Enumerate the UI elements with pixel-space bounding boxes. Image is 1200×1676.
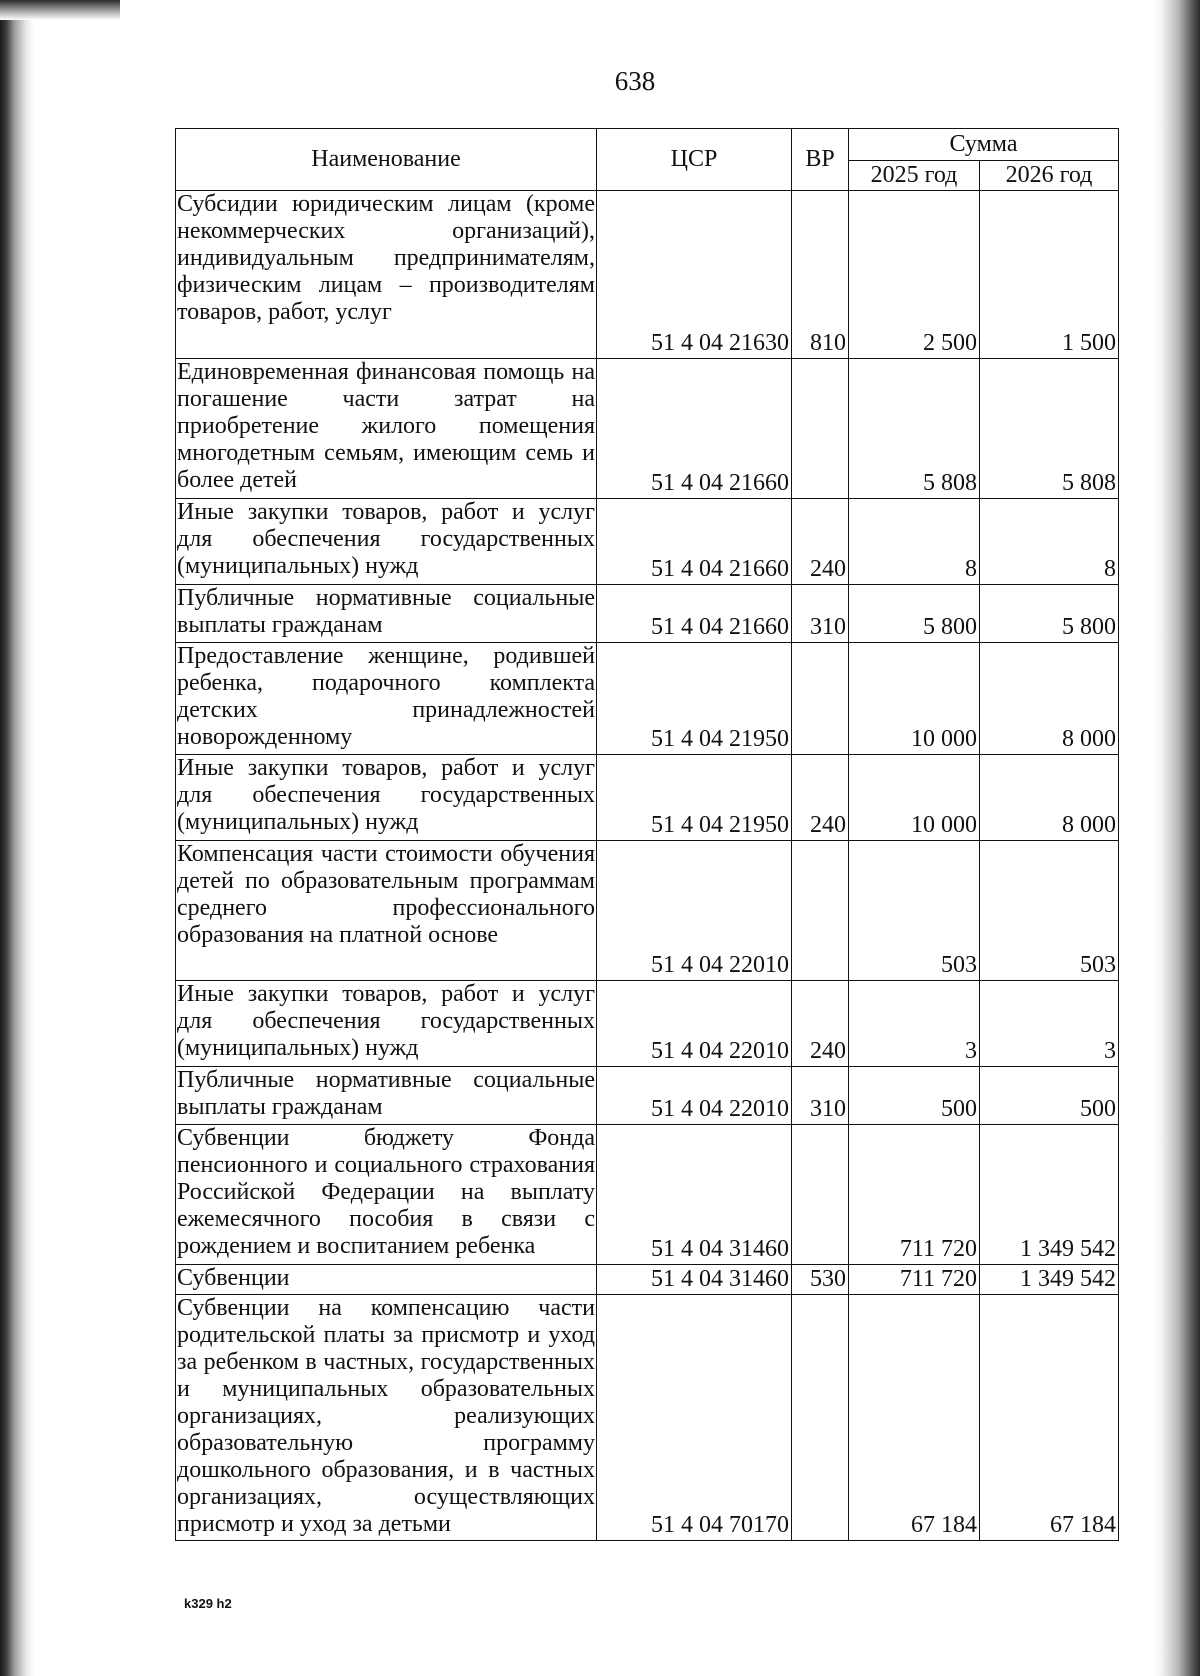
row-name: Публичные нормативные социальные выплаты гражданам <box>177 585 595 638</box>
row-sum-2025: 67 184 <box>849 1295 980 1541</box>
row-name-cell <box>176 1125 597 1265</box>
row-sum-2025: 503 <box>849 841 980 981</box>
row-name: Субсидии юридическим лицам (кроме некоммерческих организаций), индивидуальным предпринимателям, физическим лицам – производителям товаров, работ, услуг <box>177 191 595 325</box>
row-sum-2025: 5 800 <box>849 585 980 643</box>
row-sum-2025: 711 720 <box>849 1265 980 1295</box>
row-csr: 51 4 04 31460 <box>597 1125 792 1265</box>
row-csr: 51 4 04 31460 <box>597 1265 792 1295</box>
header-csr: ЦСР <box>597 129 792 191</box>
table-row <box>176 1295 1119 1541</box>
table-row <box>176 359 1119 499</box>
header-year-2026: 2026 год <box>980 161 1119 191</box>
row-vr: 310 <box>792 1067 849 1125</box>
scan-edge-left <box>0 0 34 1676</box>
row-sum-2025: 3 <box>849 981 980 1067</box>
row-sum-2025: 2 500 <box>849 191 980 359</box>
row-sum-2025: 5 808 <box>849 359 980 499</box>
row-csr: 51 4 04 21950 <box>597 755 792 841</box>
row-name: Субвенции бюджету Фонда пенсионного и социального страхования Российской Федерации на выплату ежемесячного пособия в связи с рождением и воспитанием ребенка <box>177 1125 595 1259</box>
table-row <box>176 841 1119 981</box>
row-name-cell <box>176 191 597 359</box>
row-name: Иные закупки товаров, работ и услуг для обеспечения государственных (муниципальных) нужд <box>177 981 595 1061</box>
table-body <box>176 191 1119 1541</box>
row-name: Компенсация части стоимости обучения детей по образовательным программам среднего профессионального образования на платной основе <box>177 841 595 948</box>
row-csr: 51 4 04 21660 <box>597 499 792 585</box>
row-csr: 51 4 04 21630 <box>597 191 792 359</box>
row-csr: 51 4 04 21660 <box>597 585 792 643</box>
row-vr: 530 <box>792 1265 849 1295</box>
row-name-cell <box>176 755 597 841</box>
row-name: Субвенции на компенсацию части родительской платы за присмотр и уход за ребенком в частных, государственных и муниципальных образовательных организациях, реализующих образовательную программу дошкольного образования, и в частных организациях, осуществляющих присмотр и уход за детьми <box>177 1295 595 1537</box>
row-name-cell <box>176 841 597 981</box>
row-name-cell <box>176 1067 597 1125</box>
row-name-cell <box>176 1265 597 1295</box>
row-name-cell <box>176 499 597 585</box>
row-vr: 240 <box>792 755 849 841</box>
row-vr <box>792 1125 849 1265</box>
table-row <box>176 191 1119 359</box>
row-name: Субвенции <box>177 1265 290 1291</box>
row-vr <box>792 1295 849 1541</box>
header-name: Наименование <box>176 129 597 191</box>
row-sum-2026: 8 <box>980 499 1119 585</box>
row-sum-2026: 500 <box>980 1067 1119 1125</box>
header-sum: Сумма <box>849 129 1119 161</box>
row-sum-2026: 8 000 <box>980 643 1119 755</box>
row-sum-2026: 5 800 <box>980 585 1119 643</box>
row-csr: 51 4 04 21660 <box>597 359 792 499</box>
row-name-cell <box>176 981 597 1067</box>
table-header <box>176 129 1119 191</box>
row-name: Иные закупки товаров, работ и услуг для обеспечения государственных (муниципальных) нужд <box>177 499 595 579</box>
table-row <box>176 1067 1119 1125</box>
row-sum-2026: 1 349 542 <box>980 1265 1119 1295</box>
table-row <box>176 981 1119 1067</box>
row-csr: 51 4 04 22010 <box>597 981 792 1067</box>
row-name-cell <box>176 359 597 499</box>
row-sum-2025: 10 000 <box>849 643 980 755</box>
row-name: Публичные нормативные социальные выплаты гражданам <box>177 1067 595 1120</box>
row-vr <box>792 643 849 755</box>
row-vr: 310 <box>792 585 849 643</box>
footer-code: k329 h2 <box>184 1596 232 1611</box>
table-row <box>176 643 1119 755</box>
row-sum-2026: 1 500 <box>980 191 1119 359</box>
row-csr: 51 4 04 70170 <box>597 1295 792 1541</box>
row-name: Иные закупки товаров, работ и услуг для обеспечения государственных (муниципальных) нужд <box>177 755 595 835</box>
row-vr: 810 <box>792 191 849 359</box>
header-year-2025: 2025 год <box>849 161 980 191</box>
row-name-cell <box>176 585 597 643</box>
row-sum-2026: 3 <box>980 981 1119 1067</box>
row-sum-2025: 711 720 <box>849 1125 980 1265</box>
row-csr: 51 4 04 22010 <box>597 1067 792 1125</box>
row-name-cell <box>176 643 597 755</box>
row-sum-2025: 500 <box>849 1067 980 1125</box>
row-sum-2026: 8 000 <box>980 755 1119 841</box>
row-name: Предоставление женщине, родившей ребенка, подарочного комплекта детских принадлежностей новорожденному <box>177 643 595 750</box>
page-number: 638 <box>614 66 656 96</box>
table-row <box>176 1265 1119 1295</box>
table-row <box>176 755 1119 841</box>
table-row <box>176 499 1119 585</box>
scan-edge-top <box>0 0 120 20</box>
scan-edge-right <box>1154 0 1200 1676</box>
row-sum-2025: 8 <box>849 499 980 585</box>
row-sum-2026: 503 <box>980 841 1119 981</box>
row-sum-2025: 10 000 <box>849 755 980 841</box>
table-row <box>176 585 1119 643</box>
row-vr: 240 <box>792 981 849 1067</box>
table-row <box>176 1125 1119 1265</box>
row-sum-2026: 1 349 542 <box>980 1125 1119 1265</box>
row-vr <box>792 841 849 981</box>
row-csr: 51 4 04 22010 <box>597 841 792 981</box>
budget-table <box>175 128 1119 1541</box>
row-sum-2026: 67 184 <box>980 1295 1119 1541</box>
header-vr: ВР <box>792 129 849 191</box>
row-vr: 240 <box>792 499 849 585</box>
row-csr: 51 4 04 21950 <box>597 643 792 755</box>
row-name-cell <box>176 1295 597 1541</box>
row-vr <box>792 359 849 499</box>
row-name: Единовременная финансовая помощь на погашение части затрат на приобретение жилого помещения многодетным семьям, имеющим семь и более детей <box>177 359 595 493</box>
row-sum-2026: 5 808 <box>980 359 1119 499</box>
